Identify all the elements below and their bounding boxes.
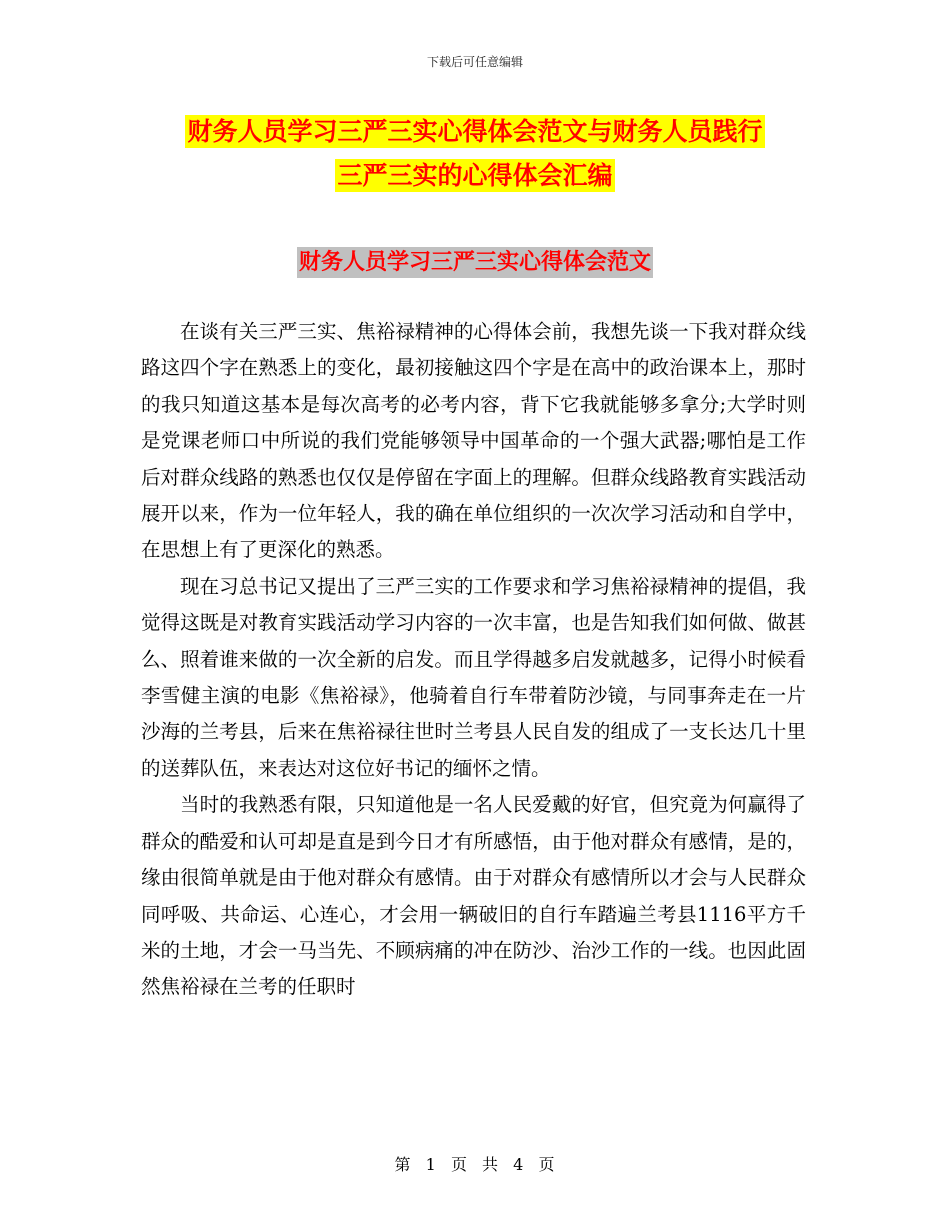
footer-total-pages: 4 (513, 1155, 525, 1174)
paragraph: 现在习总书记又提出了三严三实的工作要求和学习焦裕禄精神的提倡，我觉得这既是对教育实践活动学习内容的一次丰富，也是告知我们如何做、做甚么、照着谁来做的一次全新的启发。而且学得越多启发就越多，记得小时候看李雪健主演的电影《焦裕禄》，他骑着自行车带着防沙镜，与同事奔走在一片沙海的兰考县，后来在焦裕禄往世时兰考县人民自发的组成了一支长达几十里的送葬队伍，来表达对这位好书记的缅怀之情。 (141, 574, 806, 780)
footer-word-page: 第 (394, 1155, 412, 1174)
page-footer (0, 1155, 950, 1175)
page-header-note: 下载后可任意编辑 (426, 55, 523, 69)
section-heading (0, 246, 950, 280)
footer-word-end: 页 (538, 1155, 556, 1174)
footer-word-total: 共 (482, 1155, 500, 1174)
paragraph: 在谈有关三严三实、焦裕禄精神的心得体会前，我想先谈一下我对群众线路这四个字在熟悉上的变化，最初接触这四个字是在高中的政治课本上，那时的我只知道这基本是每次高考的必考内容，背下它我就能够多拿分;大学时则是党课老师口中所说的我们党能够领导中国革命的一个强大武器;哪怕是工作后对群众线路的熟悉也仅仅是停留在字面上的理解。但群众线路教育实践活动展开以来，作为一位年轻人，我的确在单位组织的一次次学习活动和自学中，在思想上有了更深化的熟悉。 (141, 320, 806, 562)
document-title (130, 110, 820, 198)
paragraph: 当时的我熟悉有限，只知道他是一名人民爱戴的好官，但究竟为何赢得了群众的酷爱和认可却是直是到今日才有所感悟，由于他对群众有感情，是的，缘由很简单就是由于他对群众有感情。由于对群众有感情所以才会与人民群众同呼吸、共命运、心连心，才会用一辆破旧的自行车踏遍兰考县1116平方千米的土地，才会一马当先、不顾病痛的冲在防沙、治沙工作的一线。也因此固然焦裕禄在兰考的任职时 (141, 793, 806, 999)
section-heading-text: 财务人员学习三严三实心得体会范文 (297, 247, 653, 278)
document-title-line-1: 财务人员学习三严三实心得体会范文与财务人员践行 (187, 117, 763, 146)
document-title-line-2: 三严三实的心得体会汇编 (337, 161, 613, 190)
body-text (141, 314, 806, 1006)
footer-word-of: 页 (450, 1155, 468, 1174)
footer-current-page: 1 (425, 1155, 437, 1174)
